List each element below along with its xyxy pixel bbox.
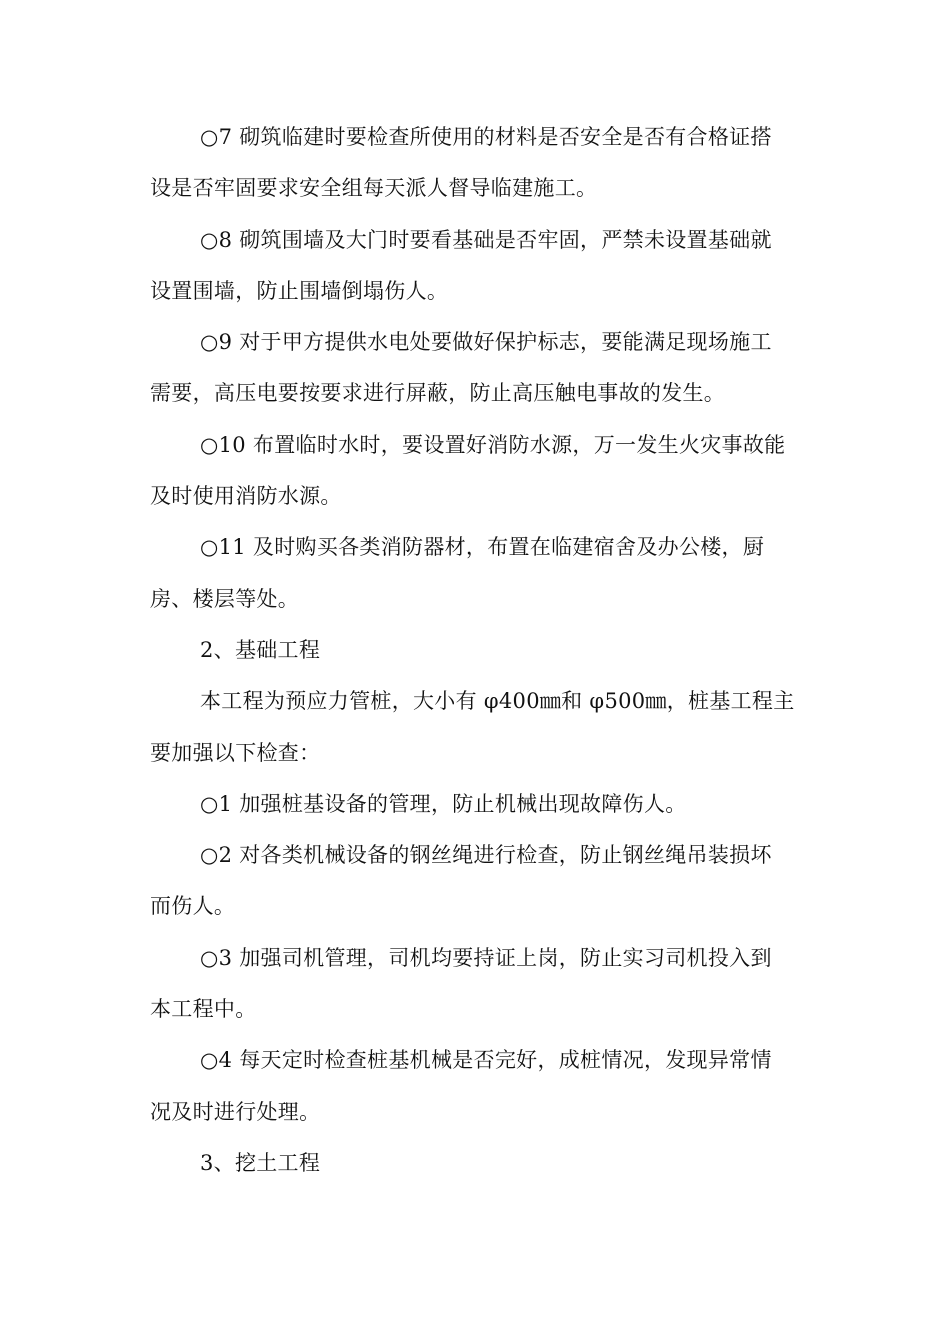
paragraph-line: 况及时进行处理。 [150,1099,321,1124]
paragraph-line: 而伤人。 [150,894,236,919]
paragraph-line: ○3 加强司机管理，司机均要持证上岗，防止实习司机投入到 [200,945,772,970]
paragraph-item-7 [150,112,800,215]
document-body [150,112,800,1189]
section-heading: 2、基础工程 [200,637,321,662]
paragraph-line: ○10 布置临时水时，要设置好消防水源，万一发生火灾事故能 [200,432,786,457]
paragraph-line: 本工程为预应力管桩，大小有 φ400㎜和 φ500㎜，桩基工程主 [200,689,795,714]
section-heading-foundation [150,625,800,676]
section-heading: 3、挖土工程 [200,1150,321,1175]
paragraph-line: 设是否牢固要求安全组每天派人督导临建施工。 [150,176,598,201]
paragraph-intro-pile [150,676,800,779]
paragraph-line: ○8 砌筑围墙及大门时要看基础是否牢固，严禁未设置基础就 [200,227,772,252]
paragraph-line: 本工程中。 [150,997,257,1022]
paragraph-item-4 [150,1035,800,1138]
paragraph-item-2 [150,830,800,933]
paragraph-item-8 [150,215,800,318]
paragraph-line: ○9 对于甲方提供水电处要做好保护标志，要能满足现场施工 [200,330,772,355]
paragraph-line: ○1 加强桩基设备的管理，防止机械出现故障伤人。 [200,791,687,816]
paragraph-item-11 [150,522,800,625]
paragraph-item-1 [150,779,800,830]
paragraph-line: 房、楼层等处。 [150,586,300,611]
paragraph-item-10 [150,420,800,523]
paragraph-line: ○2 对各类机械设备的钢丝绳进行检查，防止钢丝绳吊装损坏 [200,843,772,868]
paragraph-item-9 [150,317,800,420]
paragraph-line: 及时使用消防水源。 [150,484,342,509]
paragraph-line: ○11 及时购买各类消防器材，布置在临建宿舍及办公楼，厨 [200,535,765,560]
paragraph-line: 要加强以下检查： [150,740,321,765]
paragraph-line: ○7 砌筑临建时要检查所使用的材料是否安全是否有合格证搭 [200,125,772,149]
paragraph-item-3 [150,933,800,1036]
paragraph-line: 设置围墙，防止围墙倒塌伤人。 [150,278,449,303]
section-heading-excavation [150,1138,800,1189]
paragraph-line: 需要，高压电要按要求进行屏蔽，防止高压触电事故的发生。 [150,381,726,406]
paragraph-line: ○4 每天定时检查桩基机械是否完好，成桩情况，发现异常情 [200,1048,772,1073]
